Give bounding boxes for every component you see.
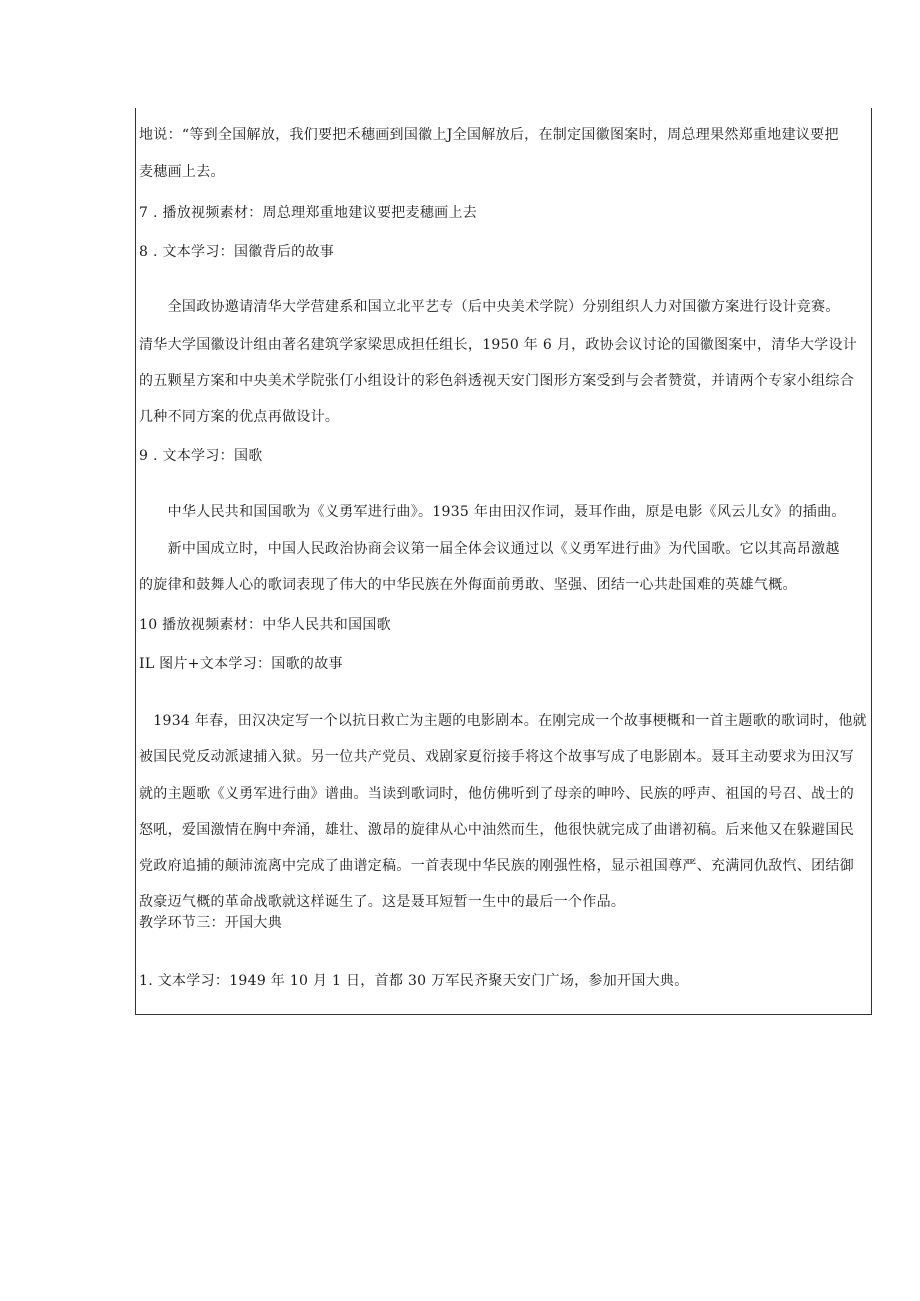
text-line: 敌豪迈气概的革命战歌就这样诞生了。这是聂耳短暂一生中的最后一个作品。	[139, 894, 626, 910]
section-heading: 7 . 播放视频素材：周总理郑重地建议要把麦穗画上去	[139, 205, 478, 221]
section-heading: 8 . 文本学习：国徽背后的故事	[139, 244, 335, 260]
text-line: 中华人民共和国国歌为《义勇军进行曲》。1935 年由田汉作词，聂耳作曲，原是电影《风云儿女》的插曲。	[139, 504, 846, 520]
text-line: 怒吼，爱国激情在胸中奔涌，雄壮、激昂的旋律从心中油然而生，他很快就完成了曲谱初稿。后来他又在躲避国民	[139, 822, 854, 838]
section-heading: 教学环节三：开国大典	[139, 915, 282, 931]
section-heading: 1. 文本学习：1949 年 10 月 1 日，首都 30 万军民齐聚天安门广场，参加开国大典。	[139, 973, 689, 989]
text-line: 就的主题歌《义勇军进行曲》谱曲。当读到歌词时，他仿佛听到了母亲的呻吟、民族的呼声、祖国的号召、战士的	[139, 786, 854, 802]
text-line: 的旋律和鼓舞人心的歌词表现了伟大的中华民族在外侮面前勇敢、坚强、团结一心共赴国难的英雄气概。	[139, 577, 797, 593]
text-line: 新中国成立时，中国人民政治协商会议第一届全体会议通过以《义勇军进行曲》为代国歌。它以其高昂激越	[139, 541, 840, 557]
text-line: 地说：“等到全国解放，我们要把禾穗画到国徽上J全国解放后，在制定国徽图案时，周总理果然郑重地建议要把	[139, 127, 839, 143]
text-line: 清华大学国徽设计组由著名建筑学家梁思成担任组长，1950 年 6 月，政协会议讨论的国徽图案中，清华大学设计	[139, 337, 858, 353]
text-line: 的五颗星方案和中央美术学院张仃小组设计的彩色斜透视天安门图形方案受到与会者赞赏，并请两个专家小组综合	[139, 373, 854, 389]
text-line: 1934 年春，田汉决定写一个以抗日救亡为主题的电影剧本。在刚完成一个故事梗概和一首主题歌的歌词时，他就	[139, 713, 867, 729]
text-line: 被国民党反动派逮捕入狱。另一位共产党员、戏剧家夏衍接手将这个故事写成了电影剧本。聂耳主动要求为田汉写	[139, 749, 854, 765]
text-line: 几种不同方案的优点再做设计。	[139, 409, 340, 425]
text-line: 党政府追捕的颠沛流离中完成了曲谱定稿。一首表现中华民族的刚强性格，显示祖国尊严、充满同仇敌忾、团结御	[139, 858, 854, 874]
section-heading: IL 图片+文本学习：国歌的故事	[139, 656, 343, 672]
text-line: 全国政协邀请清华大学营建系和国立北平艺专（后中央美术学院）分别组织人力对国徽方案进行设计竞赛。	[139, 299, 840, 315]
text-line: 麦穗画上去。	[139, 164, 225, 180]
section-heading: 10 播放视频素材：中华人民共和国国歌	[139, 617, 391, 633]
section-heading: 9 . 文本学习：国歌	[139, 448, 263, 464]
